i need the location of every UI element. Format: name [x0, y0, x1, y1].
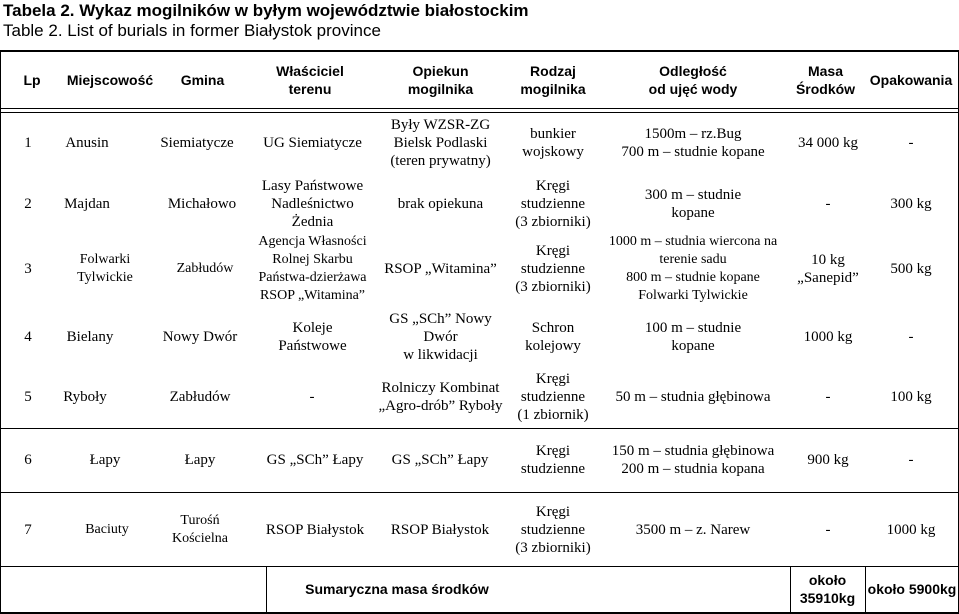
header-opakowania: Opakowania — [869, 72, 953, 88]
row6-odleglosc: 150 m – studnia głębinowa 200 m – studnia kopana — [611, 443, 775, 477]
header-opiekun: Opiekun mogilnika — [407, 63, 474, 97]
row2-odleglosc: 300 m – studnie kopane — [644, 187, 742, 221]
row5-rodzaj: Kręgi studzienne (1 zbiornik) — [517, 371, 589, 423]
row1-rodzaj: bunkier wojskowy — [522, 126, 584, 160]
header-divider-bottom — [0, 112, 959, 113]
row5-gmina: Zabłudów — [169, 389, 231, 405]
row6-opakowania: - — [908, 452, 914, 468]
row2-gmina: Michałowo — [167, 196, 237, 212]
row1-miejscowosc: Anusin — [65, 135, 109, 151]
row2-miejscowosc: Majdan — [64, 196, 110, 212]
row4-wlasciciel: Koleje Państwowe — [278, 320, 347, 354]
row6-lp: 6 — [24, 452, 32, 468]
row6-rodzaj: Kręgi studzienne — [520, 443, 586, 477]
row3-wlasciciel: Agencja Własności Rolnej Skarbu Państwa-dzierżawa RSOP „Witamina” — [258, 234, 367, 303]
row7-rodzaj: Kręgi studzienne (3 zbiorniki) — [515, 504, 591, 556]
row7-odleglosc: 3500 m – z. Narew — [635, 522, 751, 538]
row3-masa: 10 kg „Sanepid” — [797, 252, 859, 286]
row1-wlasciciel: UG Siemiatycze — [263, 135, 362, 151]
row5-masa: - — [825, 389, 831, 405]
row2-wlasciciel: Lasy Państwowe Nadleśnictwo Żednia — [261, 178, 364, 230]
row7-lp: 7 — [24, 522, 32, 538]
row6-masa: 900 kg — [807, 452, 849, 468]
row4-miejscowosc: Bielany — [66, 329, 114, 345]
row4-odleglosc: 100 m – studnie kopane — [644, 320, 742, 354]
header-rodzaj: Rodzaj mogilnika — [520, 63, 586, 97]
row5-miejscowosc: Ryboły — [63, 389, 107, 405]
row3-lp: 3 — [24, 261, 32, 277]
row3-miejscowosc: Folwarki Tylwickie — [77, 252, 133, 285]
header-masa: Masa Środków — [795, 63, 856, 97]
caption-english: Table 2. List of burials in former Białystok province — [3, 21, 381, 40]
row1-odleglosc: 1500m – rz.Bug 700 m – studnie kopane — [621, 126, 765, 160]
header-lp: Lp — [23, 72, 41, 88]
row4-rodzaj: Schron kolejowy — [525, 320, 581, 354]
table-border-left — [0, 50, 1, 614]
row4-opakowania: - — [908, 329, 914, 345]
row1-opakowania: - — [908, 135, 914, 151]
header-miejscowosc: Miejscowość — [66, 72, 154, 88]
row7-gmina: Turośń Kościelna — [172, 513, 228, 546]
table-border-top — [0, 50, 959, 52]
row6-opiekun: GS „SCh” Łapy — [391, 452, 489, 468]
row7-opiekun: RSOP Białystok — [390, 522, 490, 538]
row4-lp: 4 — [24, 329, 32, 345]
row3-rodzaj: Kręgi studzienne (3 zbiorniki) — [515, 243, 591, 295]
row4-gmina: Nowy Dwór — [162, 329, 238, 345]
header-wlasciciel: Właściciel terenu — [276, 63, 344, 97]
row-divider — [0, 428, 959, 429]
row-divider — [0, 566, 959, 567]
row3-gmina: Zabłudów — [176, 261, 234, 276]
row5-lp: 5 — [24, 389, 32, 405]
row6-gmina: Łapy — [184, 452, 216, 468]
row1-lp: 1 — [24, 135, 32, 151]
row7-opakowania: 1000 kg — [886, 522, 936, 538]
row3-odleglosc: 1000 m – studnia wiercona na terenie sadu 800 m – studnie kopane Folwarki Tylwickie — [608, 234, 778, 303]
header-gmina: Gmina — [180, 72, 225, 88]
row5-odleglosc: 50 m – studnia głębinowa — [615, 389, 771, 405]
row2-opiekun: brak opiekuna — [397, 196, 484, 212]
row7-wlasciciel: RSOP Białystok — [265, 522, 365, 538]
row5-wlasciciel: - — [309, 389, 315, 405]
header-odleglosc: Odległość od ujęć wody — [648, 63, 738, 97]
summary-label: Sumaryczna masa środków — [305, 581, 489, 597]
row4-masa: 1000 kg — [803, 329, 853, 345]
summary-masa: około 35910kg — [799, 572, 856, 606]
row3-opakowania: 500 kg — [890, 261, 932, 277]
row3-opiekun: RSOP „Witamina” — [384, 261, 497, 277]
row-divider — [0, 492, 959, 493]
row5-opiekun: Rolniczy Kombinat „Agro-drób” Ryboły — [378, 380, 503, 414]
row1-gmina: Siemiatycze — [160, 135, 234, 151]
row2-masa: - — [825, 196, 831, 212]
summary-opakowania: około 5900kg — [867, 581, 957, 597]
row4-opiekun: GS „SCh” Nowy Dwór w likwidacji — [389, 311, 492, 363]
row1-opiekun: Były WZSR-ZG Bielsk Podlaski (teren prywatny) — [390, 117, 491, 169]
row2-opakowania: 300 kg — [890, 196, 932, 212]
row5-opakowania: 100 kg — [890, 389, 932, 405]
row1-masa: 34 000 kg — [798, 135, 858, 151]
row6-miejscowosc: Łapy — [89, 452, 121, 468]
row2-rodzaj: Kręgi studzienne (3 zbiorniki) — [515, 178, 591, 230]
row7-miejscowosc: Baciuty — [85, 522, 129, 537]
caption-polish: Tabela 2. Wykaz mogilników w byłym województwie białostockim — [3, 1, 529, 20]
row6-wlasciciel: GS „SCh” Łapy — [266, 452, 364, 468]
header-divider-top — [0, 108, 959, 109]
row2-lp: 2 — [24, 196, 32, 212]
row7-masa: - — [825, 522, 831, 538]
